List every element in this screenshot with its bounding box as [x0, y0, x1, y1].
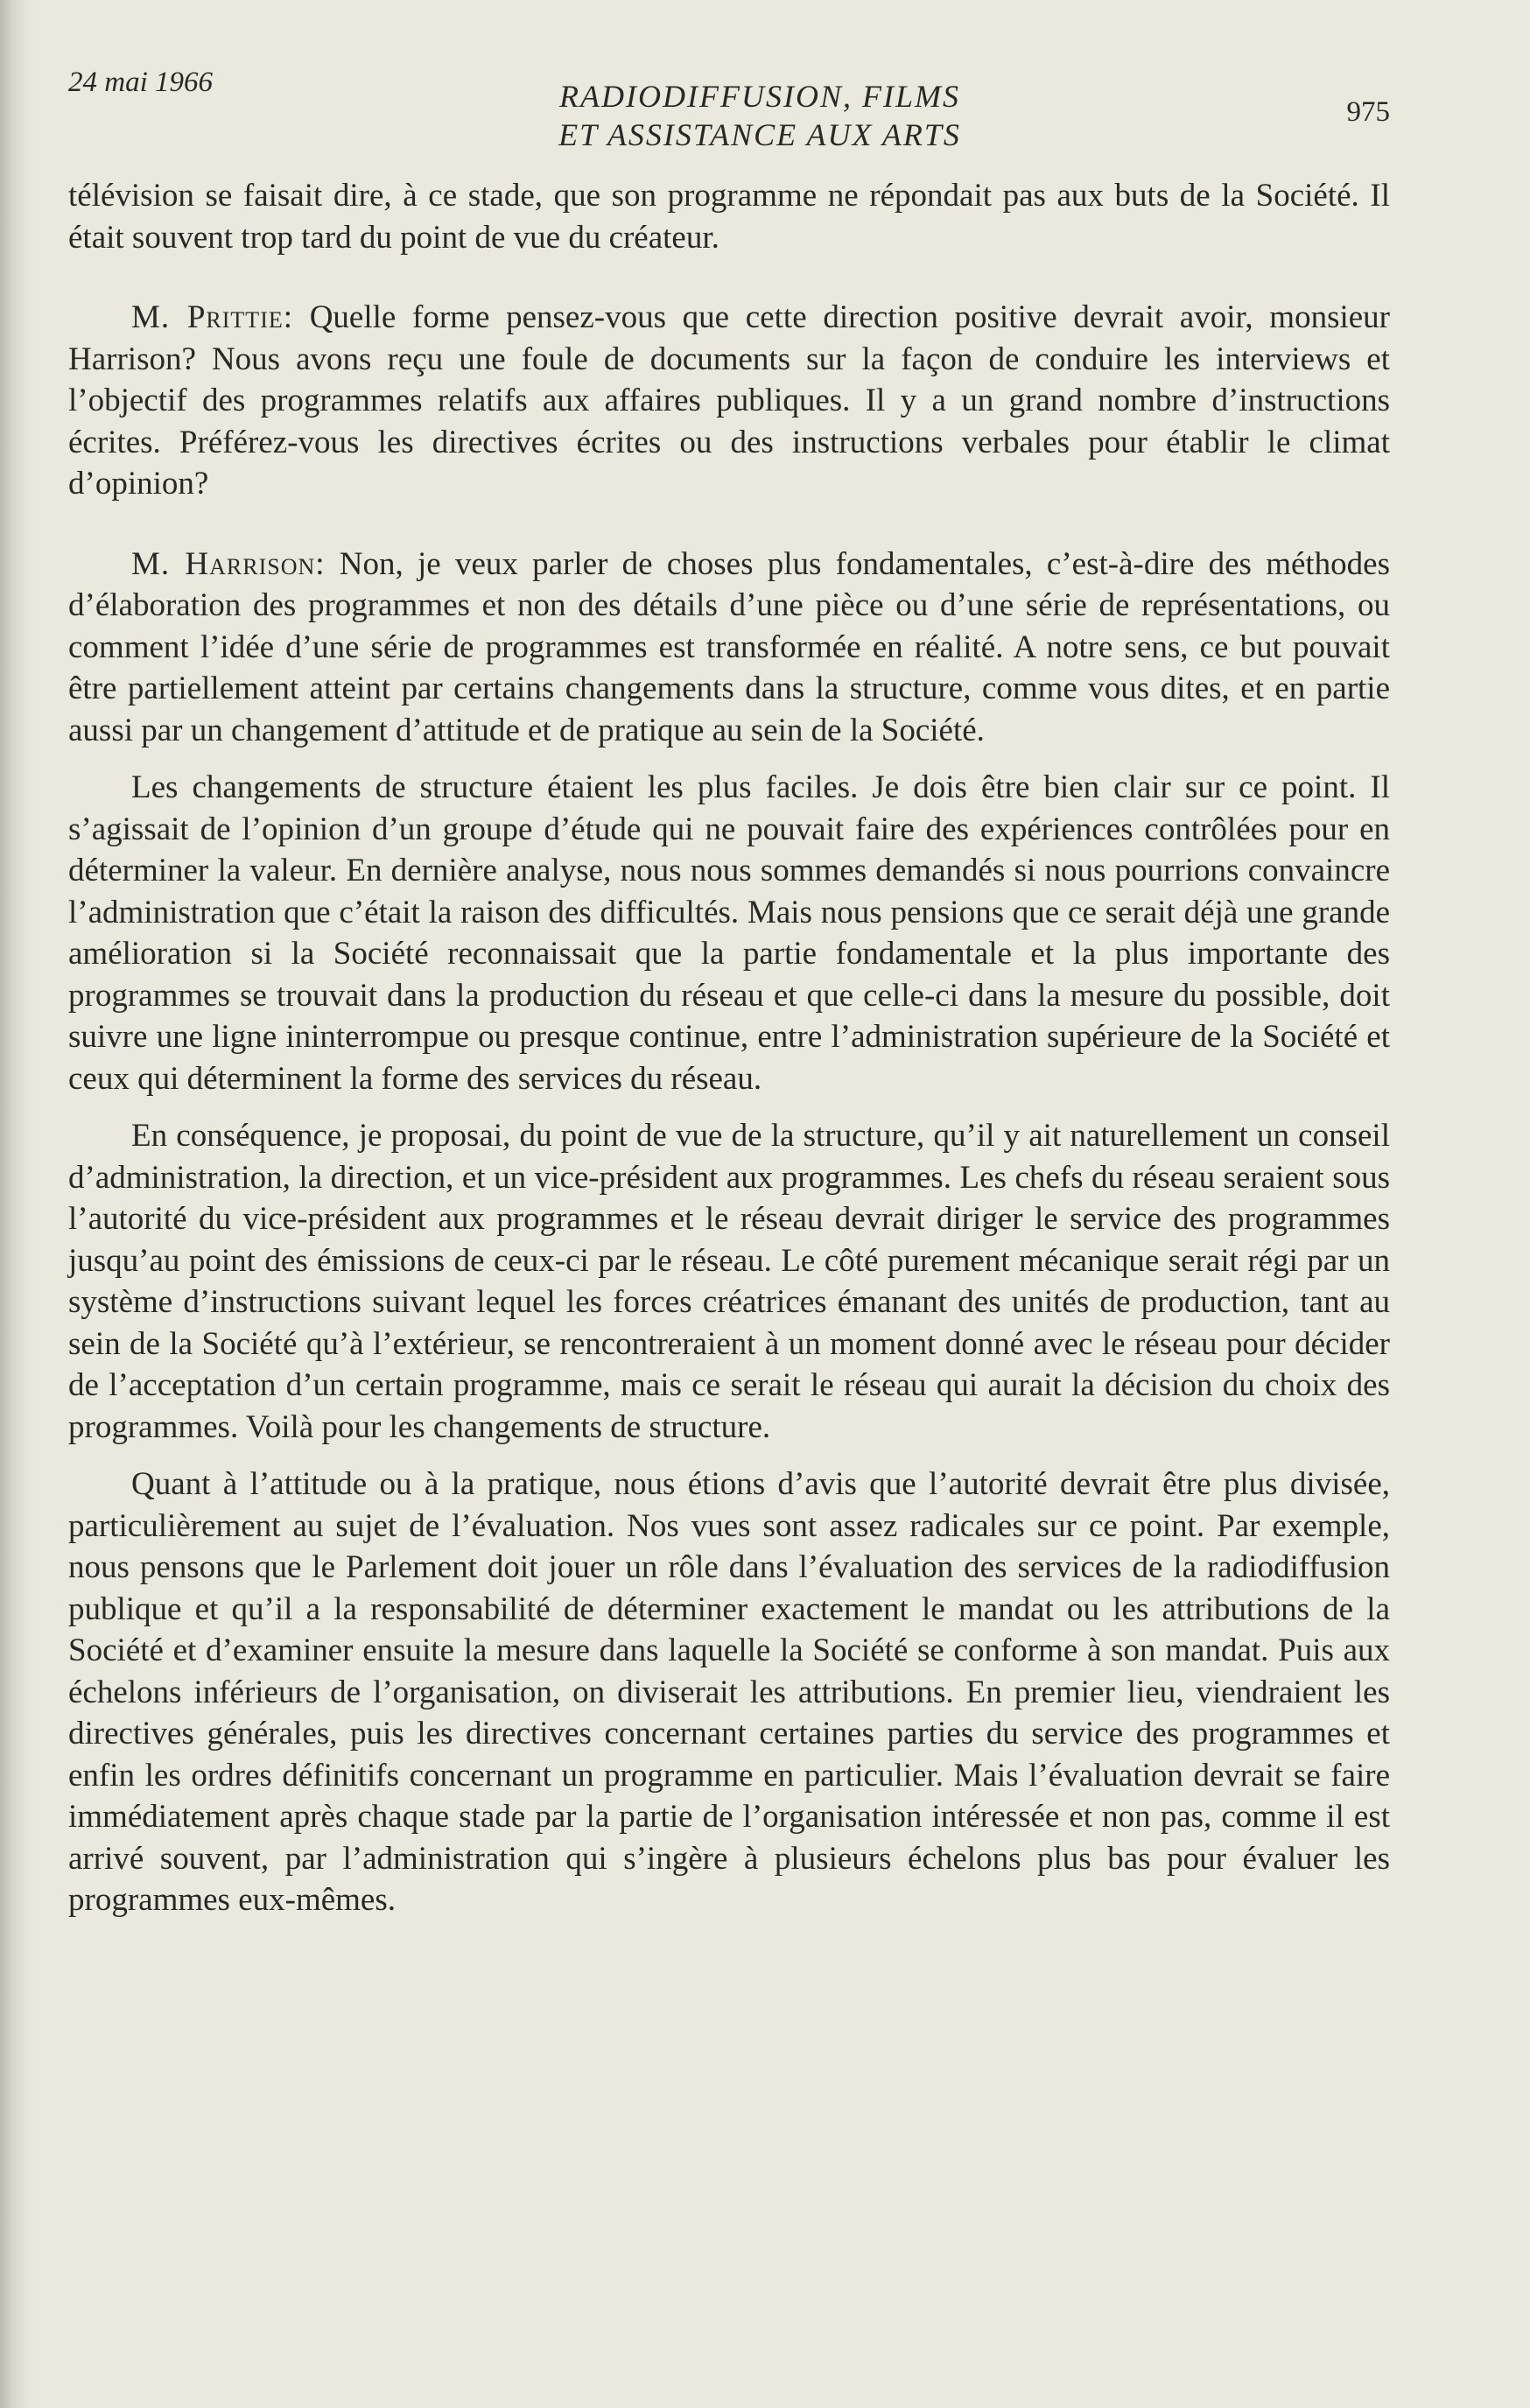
- paragraph-text: télévision se faisait dire, à ce stade, que son programme ne répondait pas aux buts de la Société. Il était souvent trop tard du point de vue du créateur.: [68, 178, 1390, 256]
- paragraph-text: En conséquence, je proposai, du point de vue de la structure, qu’il y ait naturellement un conseil d’administration, la direction, et un vice-président aux programmes. Les chefs du réseau seraient sous l’autorité du vice-président aux programmes et le réseau devrait diriger le service des programmes jusqu’au point des émissions de ceux-ci par le réseau. Le côté purement mécanique serait régi par un système d’instructions suivant lequel les forces créatrices émanant des unités de production, tant au sein de la Société qu’à l’extérieur, se rencontreraient à un moment donné avec le réseau pour décider de l’acceptation d’un certain programme, mais ce serait le réseau qui aurait la décision du choix des programmes. Voilà pour les changements de structure.: [68, 1118, 1390, 1445]
- header-title: [480, 77, 1040, 154]
- paragraph-prittie: [68, 297, 1390, 505]
- page-number: 975: [1346, 96, 1390, 128]
- speaker-name: M. Harrison:: [131, 545, 326, 582]
- paragraph-harrison: [68, 544, 1390, 752]
- header-title-line-2: ET ASSISTANCE AUX ARTS: [558, 117, 961, 152]
- paragraph-text: Quant à l’attitude ou à la pratique, nous étions d’avis que l’autorité devrait être plus divisée, particulièrement au sujet de l’évaluation. Nos vues sont assez radicales sur ce point. Par exemple, nous pensons que le Parlement doit jouer un rôle dans l’évaluation des services de la radiodiffusion publique et qu’il a la responsabilité de déterminer exactement le mandat ou les attributions de la Société et d’examiner ensuite la mesure dans laquelle la Société se conforme à son mandat. Puis aux échelons inférieurs de l’organisation, on diviserait les attributions. En premier lieu, viendraient les directives générales, puis les directives concernant certaines parties du service des programmes et enfin les ordres définitifs concernant un programme en particulier. Mais l’évaluation devrait se faire immédiatement après chaque stade par la partie de l’organisation intéressée et non pas, comme il est arrivé souvent, par l’administration qui s’ingère à plusieurs échelons plus bas pour évaluer les programmes eux-mêmes.: [68, 1466, 1390, 1918]
- paragraph-attitude: [68, 1464, 1390, 1921]
- paragraph-text: Non, je veux parler de choses plus fondamentales, c’est-à-dire des méthodes d’élaboration des programmes et non des détails d’une pièce ou d’une série de représentations, ou comment l’idée d’une série de programmes est transformée en réalité. A notre sens, ce but pouvait être partiellement atteint par certains changements dans la structure, comme vous dites, et en partie aussi par un changement d’attitude et de pratique au sein de la Société.: [68, 545, 1391, 748]
- paragraph-structure: [68, 767, 1390, 1099]
- header-title-line-1: RADIODIFFUSION, FILMS: [559, 79, 960, 114]
- speaker-name: M. Prittie:: [131, 299, 294, 335]
- running-header: [68, 61, 1390, 158]
- header-date: 24 mai 1966: [68, 67, 213, 98]
- paragraph-text: Quelle forme pensez-vous que cette direction positive devrait avoir, monsieur Harrison? Nous avons reçu une foule de documents sur la façon de conduire les interviews et l’objectif des programmes relatifs aux affaires publiques. Il y a un grand nombre d’instructions écrites. Préférez-vous les directives écrites ou des instructions verbales pour établir le climat d’opinion?: [68, 299, 1390, 502]
- paragraph-consequence: [68, 1115, 1390, 1448]
- paragraph-text: Les changements de structure étaient les plus faciles. Je dois être bien clair sur ce point. Il s’agissait de l’opinion d’un groupe d’étude qui ne pouvait faire des expériences contrôlées pour en déterminer la valeur. En dernière analyse, nous nous sommes demandés si nous pourrions convaincre l’administration que c’était la raison des difficultés. Mais nous pensions que ce serait déjà une grande amélioration si la Société reconnaissait que la partie fondamentale et la plus importante des programmes se trouvait dans la production du réseau et que celle-ci dans la mesure du possible, doit suivre une ligne ininterrompue ou presque continue, entre l’administration supérieure de la Société et ceux qui déterminent la forme des services du réseau.: [68, 769, 1390, 1097]
- paragraph-continuation: [68, 175, 1390, 258]
- body-text: [68, 175, 1390, 1921]
